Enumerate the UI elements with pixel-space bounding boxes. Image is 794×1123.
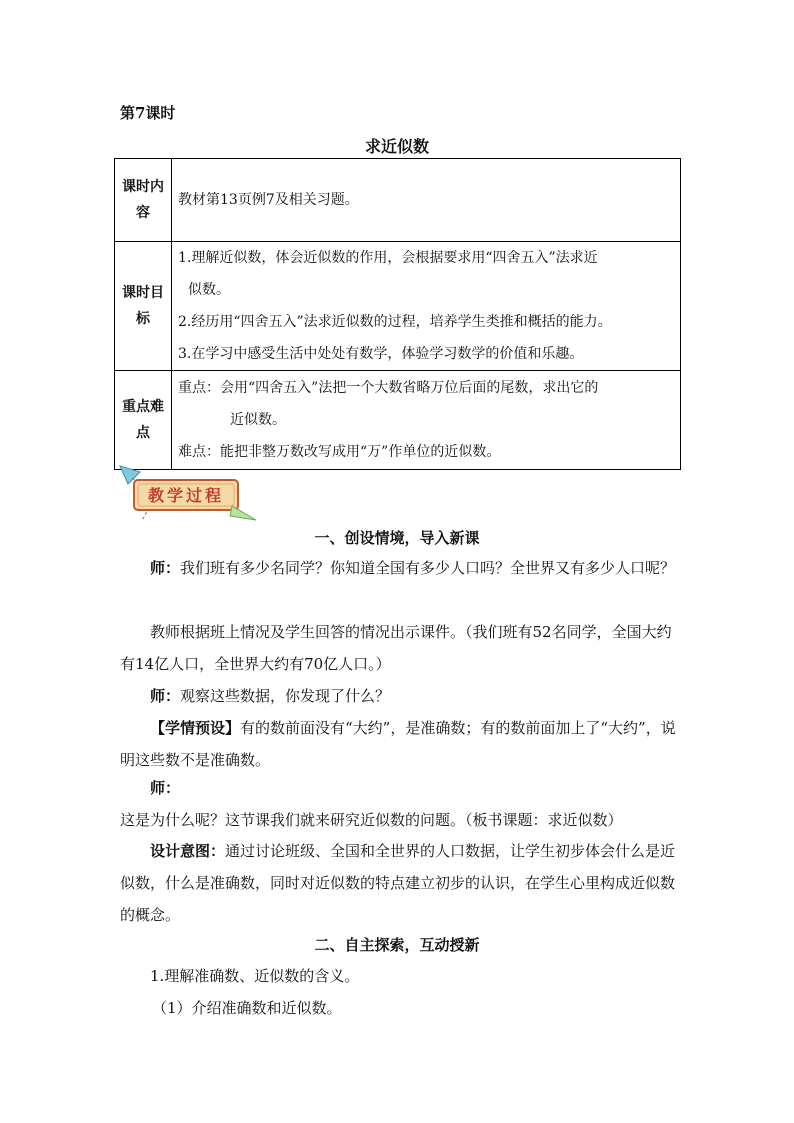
colon: ： [165,687,181,705]
courseware-paragraph: 教师根据班上情况及学生回答的情况出示课件。（我们班有52名同学，全国大约有14亿人口，全世界大约有70亿人口。） [120,623,672,673]
difficulty-point: 难点：能把非整万数改写成用“万”作单位的近似数。 [178,444,501,460]
key-header: 重点难点 [115,371,172,470]
colon: ： [165,779,181,797]
design-text: 通过讨论班级、全国和全世界的人口数据，让学生初步体会什么是近似数，什么是准确数，同时对近似数的特点建立初步的认识，在学生心里构成近似数的概念。 [120,842,676,924]
lesson-number: 第7课时 [120,104,176,122]
teacher-question-2-text: 观察这些数据，你发现了什么？ [180,687,391,705]
key-cell [172,371,681,470]
badge-label: 教学过程 [147,486,225,505]
design-intent [120,835,680,931]
goals-row [115,242,681,371]
teacher-label: 师 [150,779,166,797]
teacher-label: 师 [150,559,166,577]
content-header: 课时内容 [115,159,172,242]
goal-1-line-1: 1.理解近似数，体会近似数的作用，会根据要求用“四舍五入”法求近 [178,250,598,266]
goal-3: 3.在学习中感受生活中处处有数学，体验学习数学的价值和乐趣。 [178,346,584,362]
student-preset [120,712,680,776]
teacher-label: 师 [150,687,166,705]
content-row [115,159,681,242]
goals-cell [172,242,681,371]
preset-text: 有的数前面没有“大约”，是准确数；有的数前面加上了“大约”，说明这些数不是准确数。 [120,719,676,769]
goal-2: 2.经历用“四舍五入”法求近似数的过程，培养学生类推和概括的能力。 [178,314,612,330]
design-label: 设计意图 [150,842,211,860]
goal-1-line-2: 似数。 [188,282,230,298]
step-1: 1.理解准确数、近似数的含义。 [150,967,360,985]
goals-header: 课时目标 [115,242,172,371]
teacher-question-2 [120,680,680,712]
content-text: 教材第13页例7及相关习题。 [172,159,681,242]
section-heading-2: 二、自主探索，互动授新 [314,936,480,954]
section-heading-1: 一、创设情境，导入新课 [314,529,480,547]
lesson-info-table [114,158,681,470]
step-1-1: （1）介绍准确数和近似数。 [152,999,342,1017]
colon: ： [165,559,181,577]
teacher-question-1-text: 我们班有多少名同学？你知道全国有多少人口吗？全世界又有多少人口呢？ [180,559,676,577]
key-point-line-2: 近似数。 [230,412,286,428]
teacher-question-1 [120,552,680,584]
teacher-question-3-text: 这是为什么呢？这节课我们就来研究近似数的问题。（板书课题：求近似数） [120,811,623,829]
preset-label: 【学情预设】 [150,719,241,737]
key-points-row [115,371,681,470]
teaching-process-badge [118,464,258,522]
document-title: 求近似数 [364,137,429,156]
teacher-question-3 [120,772,680,836]
key-point-line-1: 重点：会用“四舍五入”法把一个大数省略万位后面的尾数，求出它的 [178,380,599,396]
colon: ： [210,842,226,860]
